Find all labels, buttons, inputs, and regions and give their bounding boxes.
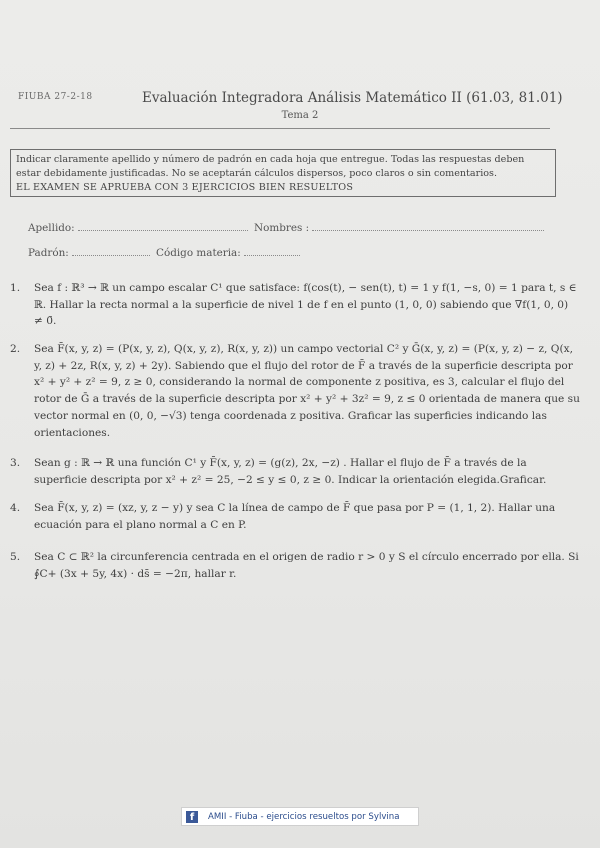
exercise-2 xyxy=(10,341,580,441)
exercise-statement: Sea F̄(x, y, z) = (xz, y, z − y) y sea C la línea de campo de F̄ que pasa por P = (1, 1, 2). Hallar una ecuación para el plano normal a C en P. xyxy=(34,502,556,531)
exam-title: Evaluación Integradora Análisis Matemático II (61.03, 81.01) xyxy=(142,90,563,106)
padron-blank xyxy=(72,246,150,256)
nombres-label: Nombres : xyxy=(254,222,310,234)
exercise-number: 3. xyxy=(10,457,21,469)
exercise-statement: Sea f : ℝ³ → ℝ un campo escalar C¹ que satisface: f(cos(t), − sen(t), t) = 1 y f(1, −s, 0) = 1 para t, s ∈ ℝ. Hallar la recta normal a la superficie de nivel 1 de f en el punto (1, 0, 0) sabiendo que ∇f(1, 0, 0) ≠ 0̄. xyxy=(34,282,577,328)
codigo-blank xyxy=(244,246,300,256)
credit-text: AMII - Fiuba - ejercicios resueltos por Sylvina xyxy=(208,811,400,822)
padron-field xyxy=(28,246,150,259)
instructions-line-1: Indicar claramente apellido y número de padrón en cada hoja que entregue. Todas las respuestas deben xyxy=(16,154,525,165)
exam-version: Tema 2 xyxy=(281,110,319,121)
apellido-field xyxy=(28,221,248,234)
facebook-credit-banner[interactable] xyxy=(181,807,419,826)
exercise-number: 5. xyxy=(10,551,21,563)
instructions-box xyxy=(10,149,556,197)
codigo-field xyxy=(156,246,300,259)
nombres-field xyxy=(254,221,544,234)
exercise-statement: Sean g : ℝ → ℝ una función C¹ y F̄(x, y, z) = (g(z), 2x, −z) . Hallar el flujo de F̄ a través de la superficie descripta por x² + z² = 25, −2 ≤ y ≤ 0, z ≥ 0. Indicar la orientación elegida.Graficar. xyxy=(34,457,547,486)
header-divider xyxy=(10,128,550,129)
exercise-4 xyxy=(10,500,580,533)
exercise-statement: Sea F̄(x, y, z) = (P(x, y, z), Q(x, y, z), R(x, y, z)) un campo vectorial C² y Ḡ(x, y, z) = (P(x, y, z) − z, Q(x, y, z) + 2z, R(x, y, z) + 2y). Sabiendo que el flujo del rotor de F̄ a través de la superficie descripta por x² + y² + z² = 9, z ≥ 0, considerando la normal de componente z positiva, es 3, calcular el flujo del rotor de Ḡ a través de la superficie descripta por x² + y² + 3z² = 9, z ≤ 0 orientada de manera que su vector normal en (0, 0, −√3) tenga coordenada z positiva. Graficar las superficies indicando las orientaciones. xyxy=(34,343,580,439)
apellido-blank xyxy=(78,221,248,231)
exercise-number: 2. xyxy=(10,343,21,355)
instructions-line-3: EL EXAMEN SE APRUEBA CON 3 EJERCICIOS BIEN RESUELTOS xyxy=(16,182,354,193)
exercise-5 xyxy=(10,549,580,582)
exercise-statement: Sea C ⊂ ℝ² la circunferencia centrada en el origen de radio r > 0 y S el círculo encerrado por ella. Si ∮C+ (3x + 5y, 4x) · ds̄ = −2π, hallar r. xyxy=(34,551,579,580)
exercise-number: 1. xyxy=(10,282,21,294)
exercise-3 xyxy=(10,455,580,488)
date-code: FIUBA 27-2-18 xyxy=(18,92,93,102)
codigo-label: Código materia: xyxy=(156,247,241,259)
padron-label: Padrón: xyxy=(28,247,69,259)
facebook-icon: f xyxy=(186,811,198,823)
nombres-blank xyxy=(312,221,544,231)
exercise-1 xyxy=(10,280,580,330)
apellido-label: Apellido: xyxy=(28,222,75,234)
exercise-number: 4. xyxy=(10,502,21,514)
instructions-line-2: estar debidamente justificadas. No se aceptarán cálculos dispersos, poco claros o sin comentarios. xyxy=(16,168,498,179)
